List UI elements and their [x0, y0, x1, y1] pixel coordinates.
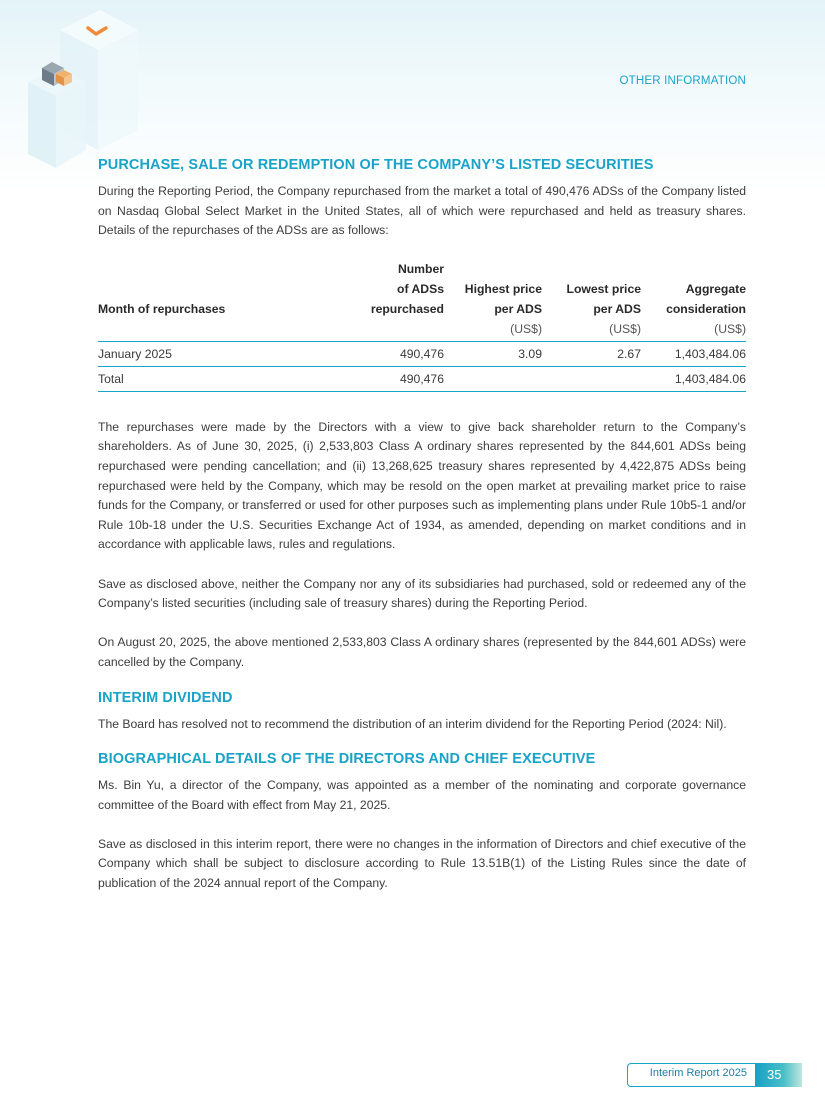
purchase-intro: During the Reporting Period, the Company repurchased from the market a total of 490,476 ADSs of the Company listed on Nasdaq Global Select Market in the United States, all of which were repurchased and held as treasury shares. Details of the repurchases of the ADSs are as follows: [98, 184, 746, 238]
biographical-para-2: Save as disclosed in this interim report, there were no changes in the information of Directors and chief executive of the Company which shall be subject to disclosure according to Rule 13.51B(1) of the Listing Rules since the date of publication of the 2024 annual report of the Company. [98, 836, 746, 891]
header-month [98, 259, 298, 342]
header-aggregate-l2: consideration [666, 301, 746, 316]
header-lowest [542, 259, 641, 342]
page-footer [627, 1063, 802, 1087]
header-number-l3: repurchased [370, 301, 444, 316]
repurchase-table [98, 259, 746, 392]
header-aggregate-l1: Aggregate [685, 281, 746, 296]
header-lowest-l1: Lowest price [566, 281, 641, 296]
header-highest-l2: per ADS [494, 301, 542, 316]
cell-number: 490,476 [399, 346, 444, 361]
cell-lowest: 2.67 [617, 346, 641, 361]
total-number: 490,476 [399, 371, 444, 386]
page-number: 35 [755, 1063, 802, 1087]
biographical-heading: BIOGRAPHICAL DETAILS OF THE DIRECTORS AND CHIEF EXECUTIVE [98, 751, 596, 768]
table-row [98, 341, 746, 366]
header-aggregate-unit: (US$) [714, 321, 746, 336]
cell-highest: 3.09 [518, 346, 542, 361]
biographical-para-1: Ms. Bin Yu, a director of the Company, was appointed as a member of the nominating and corporate governance committee of the Board with effect from May 21, 2025. [98, 778, 746, 812]
header-number [298, 259, 444, 342]
header-aggregate [641, 259, 746, 342]
total-label: Total [98, 371, 124, 386]
cell-aggregate: 1,403,484.06 [674, 346, 746, 361]
header-number-l1: Number [397, 261, 444, 276]
decorative-cubes-graphic [0, 0, 150, 170]
purchase-heading: PURCHASE, SALE OR REDEMPTION OF THE COMPANY’S LISTED SECURITIES [98, 157, 654, 173]
table-total-row [98, 366, 746, 391]
total-aggregate: 1,403,484.06 [674, 371, 746, 386]
total-highest-empty [444, 366, 542, 391]
cell-month: January 2025 [98, 346, 172, 361]
header-highest-l1: Highest price [464, 281, 542, 296]
header-highest [444, 259, 542, 342]
total-lowest-empty [542, 366, 641, 391]
dividend-heading: INTERIM DIVIDEND [98, 689, 233, 706]
header-highest-unit: (US$) [510, 321, 542, 336]
header-month-text: Month of repurchases [98, 301, 226, 316]
header-lowest-unit: (US$) [609, 321, 641, 336]
table-header-row [98, 259, 746, 342]
purchase-para-3: On August 20, 2025, the above mentioned 2,533,803 Class A ordinary shares (represented by the 844,601 ADSs) were cancelled by the Company. [98, 635, 746, 669]
footer-report-label: Interim Report 2025 [649, 1067, 747, 1079]
main-content [98, 157, 746, 894]
purchase-para-2: Save as disclosed above, neither the Company nor any of its subsidiaries had purchased, sold or redeemed any of the Company’s listed securities (including sale of treasury shares) during the Reporting Period. [98, 576, 746, 611]
purchase-para-1: The repurchases were made by the Directors with a view to give back shareholder return to the Company’s shareholders. As of June 30, 2025, (i) 2,533,803 Class A ordinary shares represented by the 844,601 ADSs being repurchased were pending cancellation; and (ii) 13,268,625 treasury shares represented by 4,422,875 ADSs being repurchased were held by the Company, which may be resold on the open market at prevailing market price to raise funds for the Company, or transferred or used for other purposes such as implementing plans under Rule 10b5-1 and/or Rule 10b-18 under the U.S. Securities Exchange Act of 1934, as amended, depending on market conditions and in accordance with applicable laws, rules and regulations. [98, 419, 746, 552]
header-number-l2: of ADSs [397, 281, 444, 296]
section-label: OTHER INFORMATION [619, 75, 746, 87]
dividend-para: The Board has resolved not to recommend the distribution of an interim dividend for the Reporting Period (2024: Nil). [98, 716, 727, 731]
header-lowest-l2: per ADS [593, 301, 641, 316]
